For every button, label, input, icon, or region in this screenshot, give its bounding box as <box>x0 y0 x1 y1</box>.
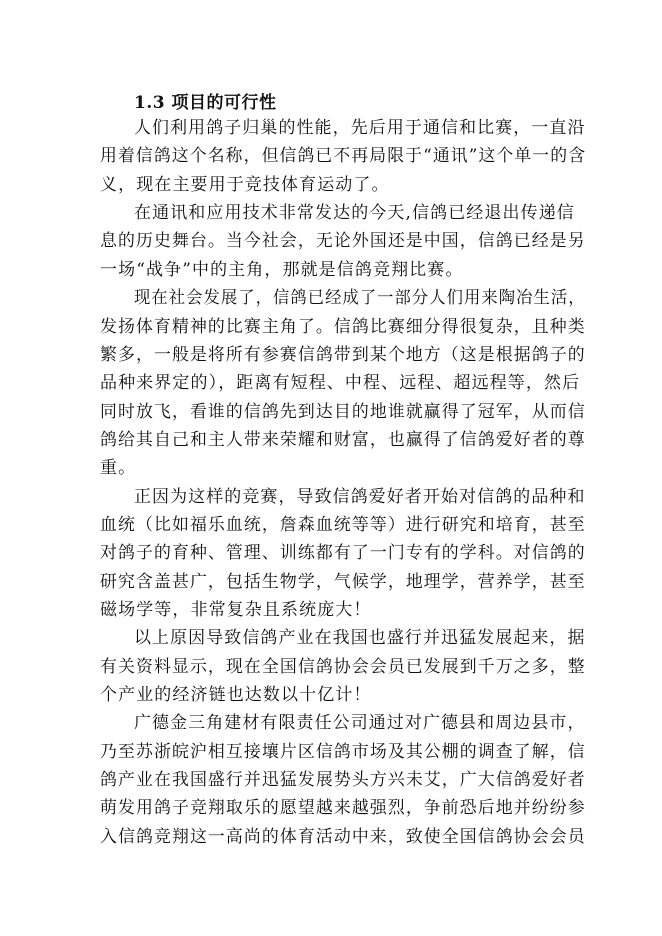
text-line: 以上原因导致信鸽产业在我国也盛行并迅猛发展起来，据 <box>134 628 586 649</box>
text-line: 重。 <box>100 458 137 479</box>
text-line: 义，现在主要用于竞技体育运动了。 <box>100 174 390 195</box>
text-line: 入信鸽竞翔这一高尚的体育活动中来，致使全国信鸽协会会员 <box>100 826 586 847</box>
text-line: 人们利用鸽子归巢的性能，先后用于通信和比赛，一直沿 <box>134 118 586 138</box>
text-line: 个产业的经济链也达数以十亿计！ <box>100 685 372 705</box>
text-line: 萌发用鸽子竞翔取乐的愿望越来越强烈，争前恐后地并纷纷参 <box>100 798 586 819</box>
text-line: 同时放飞，看谁的信鸽先到达目的地谁就赢得了冠军，从而信 <box>100 401 586 422</box>
text-line: 现在社会发展了，信鸽已经成了一部分人们用来陶冶生活， <box>134 288 586 309</box>
text-line: 血统（比如福乐血统，詹森血统等等）进行研究和培育，甚至 <box>100 514 586 535</box>
text-line: 繁多，一般是将所有参赛信鸽带到某个地方（这是根据鸽子的 <box>100 344 586 365</box>
text-line: 正因为这样的竞赛，导致信鸽爱好者开始对信鸽的品种和 <box>134 486 586 507</box>
text-line: 广德金三角建材有限责任公司通过对广德县和周边县市， <box>134 713 586 734</box>
section-heading: 1.3 项目的可行性 <box>134 93 277 113</box>
text-line: 用着信鸽这个名称，但信鸽已不再局限于“通讯”这个单一的含 <box>100 146 587 167</box>
text-line: 研究含盖甚广，包括生物学，气候学，地理学，营养学，甚至 <box>100 571 586 592</box>
text-line: 鸽产业在我国盛行并迅猛发展势头方兴未艾，广大信鸽爱好者 <box>100 770 586 791</box>
text-line: 鸽给其自己和主人带来荣耀和财富，也赢得了信鸽爱好者的尊 <box>100 429 586 450</box>
text-line: 品种来界定的），距离有短程、中程、远程、超远程等，然后 <box>100 373 581 394</box>
text-line: 一场“战争”中的主角，那就是信鸽竞翔比赛。 <box>100 259 464 280</box>
text-line: 乃至苏浙皖沪相互接壤片区信鸽市场及其公棚的调查了解，信 <box>100 741 586 762</box>
text-line: 对鸽子的育种、管理、训练都有了一门专有的学科。对信鸽的 <box>100 543 586 564</box>
text-line: 磁场学等，非常复杂且系统庞大！ <box>100 600 372 620</box>
text-line: 发扬体育精神的比赛主角了。信鸽比赛细分得很复杂，且种类 <box>100 316 586 337</box>
text-line: 息的历史舞台。当今社会，无论外国还是中国，信鸽已经是另 <box>100 231 586 252</box>
text-line: 有关资料显示，现在全国信鸽协会会员已发展到千万之多，整 <box>100 656 586 677</box>
text-line: 在通讯和应用技术非常发达的今天,信鸽已经退出传递信 <box>134 203 575 224</box>
